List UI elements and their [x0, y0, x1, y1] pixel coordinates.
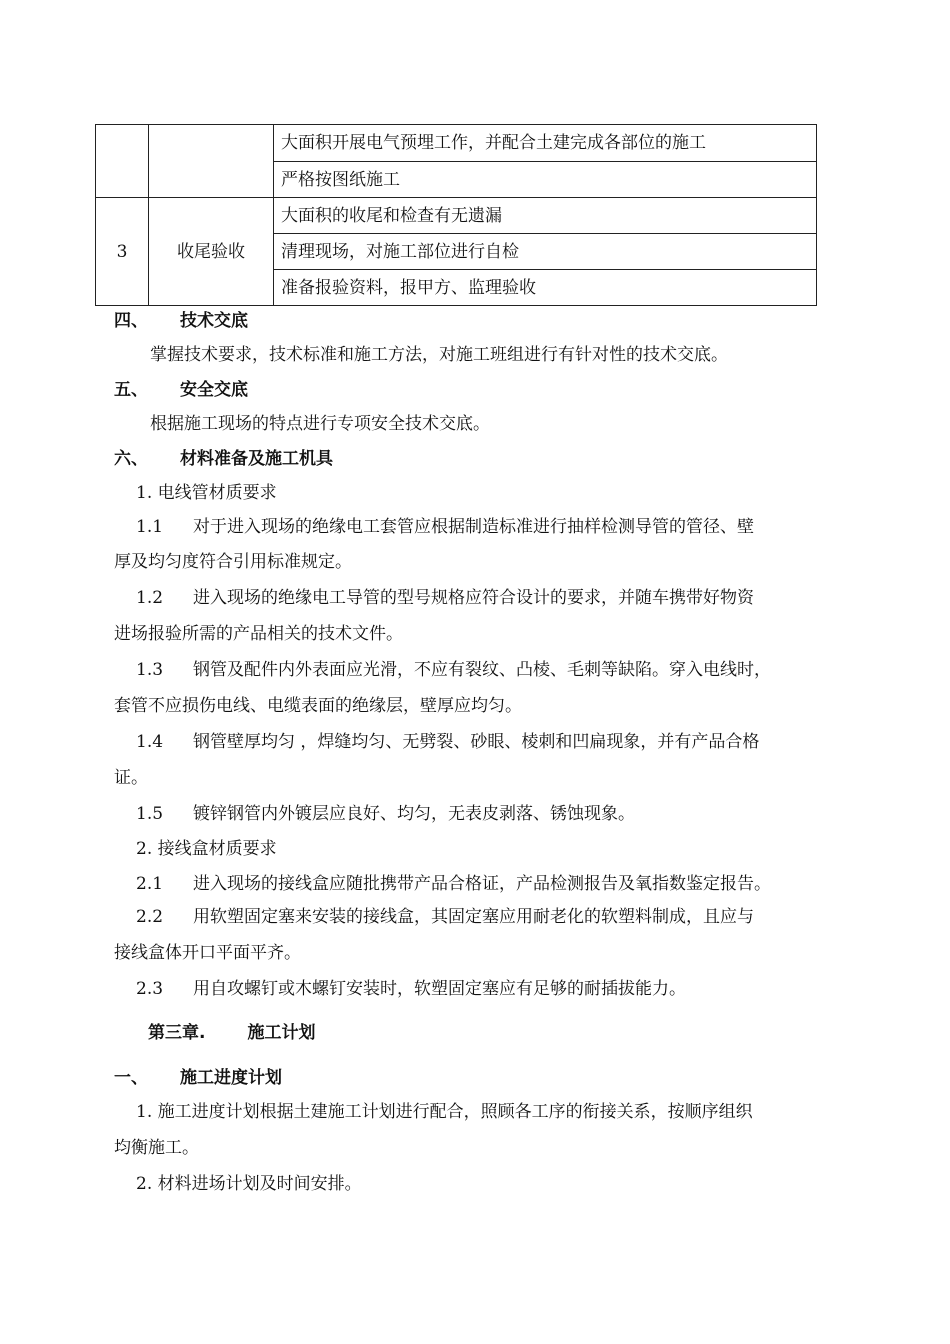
section-title: 施工进度计划 [180, 1068, 282, 1088]
section-heading-5 [114, 378, 248, 402]
table-cell-item: 大面积的收尾和检查有无遗漏 [274, 198, 817, 234]
list-item [136, 977, 686, 1001]
table-row [96, 125, 817, 162]
paragraph: 1. 施工进度计划根据土建施工计划进行配合，照顾各工序的衔接关系，按顺序组织 [136, 1102, 753, 1122]
list-item [136, 515, 754, 539]
table-cell-stage: 收尾验收 [149, 198, 274, 306]
item-number: 1.3 [136, 660, 164, 680]
section-number: 四、 [114, 311, 148, 331]
item-text-continued: 套管不应损伤电线、电缆表面的绝缘层，壁厚应均匀。 [114, 696, 522, 716]
table-cell-no [96, 125, 149, 198]
table-cell-item: 准备报验资料，报甲方、监理验收 [274, 270, 817, 306]
section-heading-4 [114, 309, 248, 333]
item-text: 进入现场的绝缘电工导管的型号规格应符合设计的要求，并随车携带好物资 [193, 588, 754, 608]
subheading: 1. 电线管材质要求 [136, 483, 277, 503]
item-number: 2.2 [136, 907, 164, 927]
item-number: 1.1 [136, 517, 164, 537]
item-text-continued: 证。 [114, 768, 148, 788]
paragraph: 掌握技术要求，技术标准和施工方法，对施工班组进行有针对性的技术交底。 [150, 345, 728, 365]
table-cell-stage [149, 125, 274, 198]
paragraph-continued: 均衡施工。 [114, 1138, 199, 1158]
section-number: 一、 [114, 1068, 148, 1088]
construction-stage-table [95, 124, 817, 306]
section-number: 五、 [114, 380, 148, 400]
item-text: 进入现场的接线盒应随批携带产品合格证，产品检测报告及氧指数鉴定报告。 [193, 874, 771, 894]
list-item [136, 658, 771, 682]
chapter-heading [148, 1021, 315, 1045]
item-text-continued: 接线盒体开口平面平齐。 [114, 943, 301, 963]
item-number: 1.5 [136, 804, 164, 824]
list-item [136, 872, 771, 896]
list-item [136, 905, 754, 929]
list-item [136, 586, 754, 610]
subheading: 2. 接线盒材质要求 [136, 839, 277, 859]
item-text: 用自攻螺钉或木螺钉安装时，软塑固定塞应有足够的耐插拔能力。 [193, 979, 686, 999]
chapter-title: 施工计划 [247, 1023, 316, 1043]
table-cell-item: 清理现场，对施工部位进行自检 [274, 234, 817, 270]
chapter-number: 第三章. [148, 1023, 206, 1043]
table-cell-item: 严格按图纸施工 [274, 162, 817, 198]
paragraph: 2. 材料进场计划及时间安排。 [136, 1174, 362, 1194]
section-title: 安全交底 [180, 380, 248, 400]
item-text: 对于进入现场的绝缘电工套管应根据制造标准进行抽样检测导管的管径、壁 [193, 517, 754, 537]
item-number: 1.4 [136, 732, 164, 752]
table-row [96, 198, 817, 234]
list-item [136, 802, 635, 826]
item-text-continued: 进场报验所需的产品相关的技术文件。 [114, 624, 403, 644]
table-cell-no: 3 [96, 198, 149, 306]
section-number: 六、 [114, 449, 148, 469]
item-text: 镀锌钢管内外镀层应良好、均匀，无表皮剥落、锈蚀现象。 [193, 804, 635, 824]
section-heading-1 [114, 1066, 282, 1090]
item-number: 2.1 [136, 874, 164, 894]
paragraph: 根据施工现场的特点进行专项安全技术交底。 [150, 414, 490, 434]
section-title: 技术交底 [180, 311, 248, 331]
section-heading-6 [114, 447, 333, 471]
item-text: 钢管壁厚均匀 ，焊缝均匀、无劈裂、砂眼、棱刺和凹扁现象，并有产品合格 [193, 732, 760, 752]
table-cell-item: 大面积开展电气预埋工作，并配合土建完成各部位的施工 [274, 125, 817, 162]
item-text-continued: 厚及均匀度符合引用标准规定。 [114, 552, 352, 572]
item-text: 钢管及配件内外表面应光滑，不应有裂纹、凸棱、毛刺等缺陷。穿入电线时， [193, 660, 771, 680]
item-number: 1.2 [136, 588, 164, 608]
item-number: 2.3 [136, 979, 164, 999]
section-title: 材料准备及施工机具 [180, 449, 333, 469]
item-text: 用软塑固定塞来安装的接线盒，其固定塞应用耐老化的软塑料制成，且应与 [193, 907, 754, 927]
list-item [136, 730, 759, 754]
